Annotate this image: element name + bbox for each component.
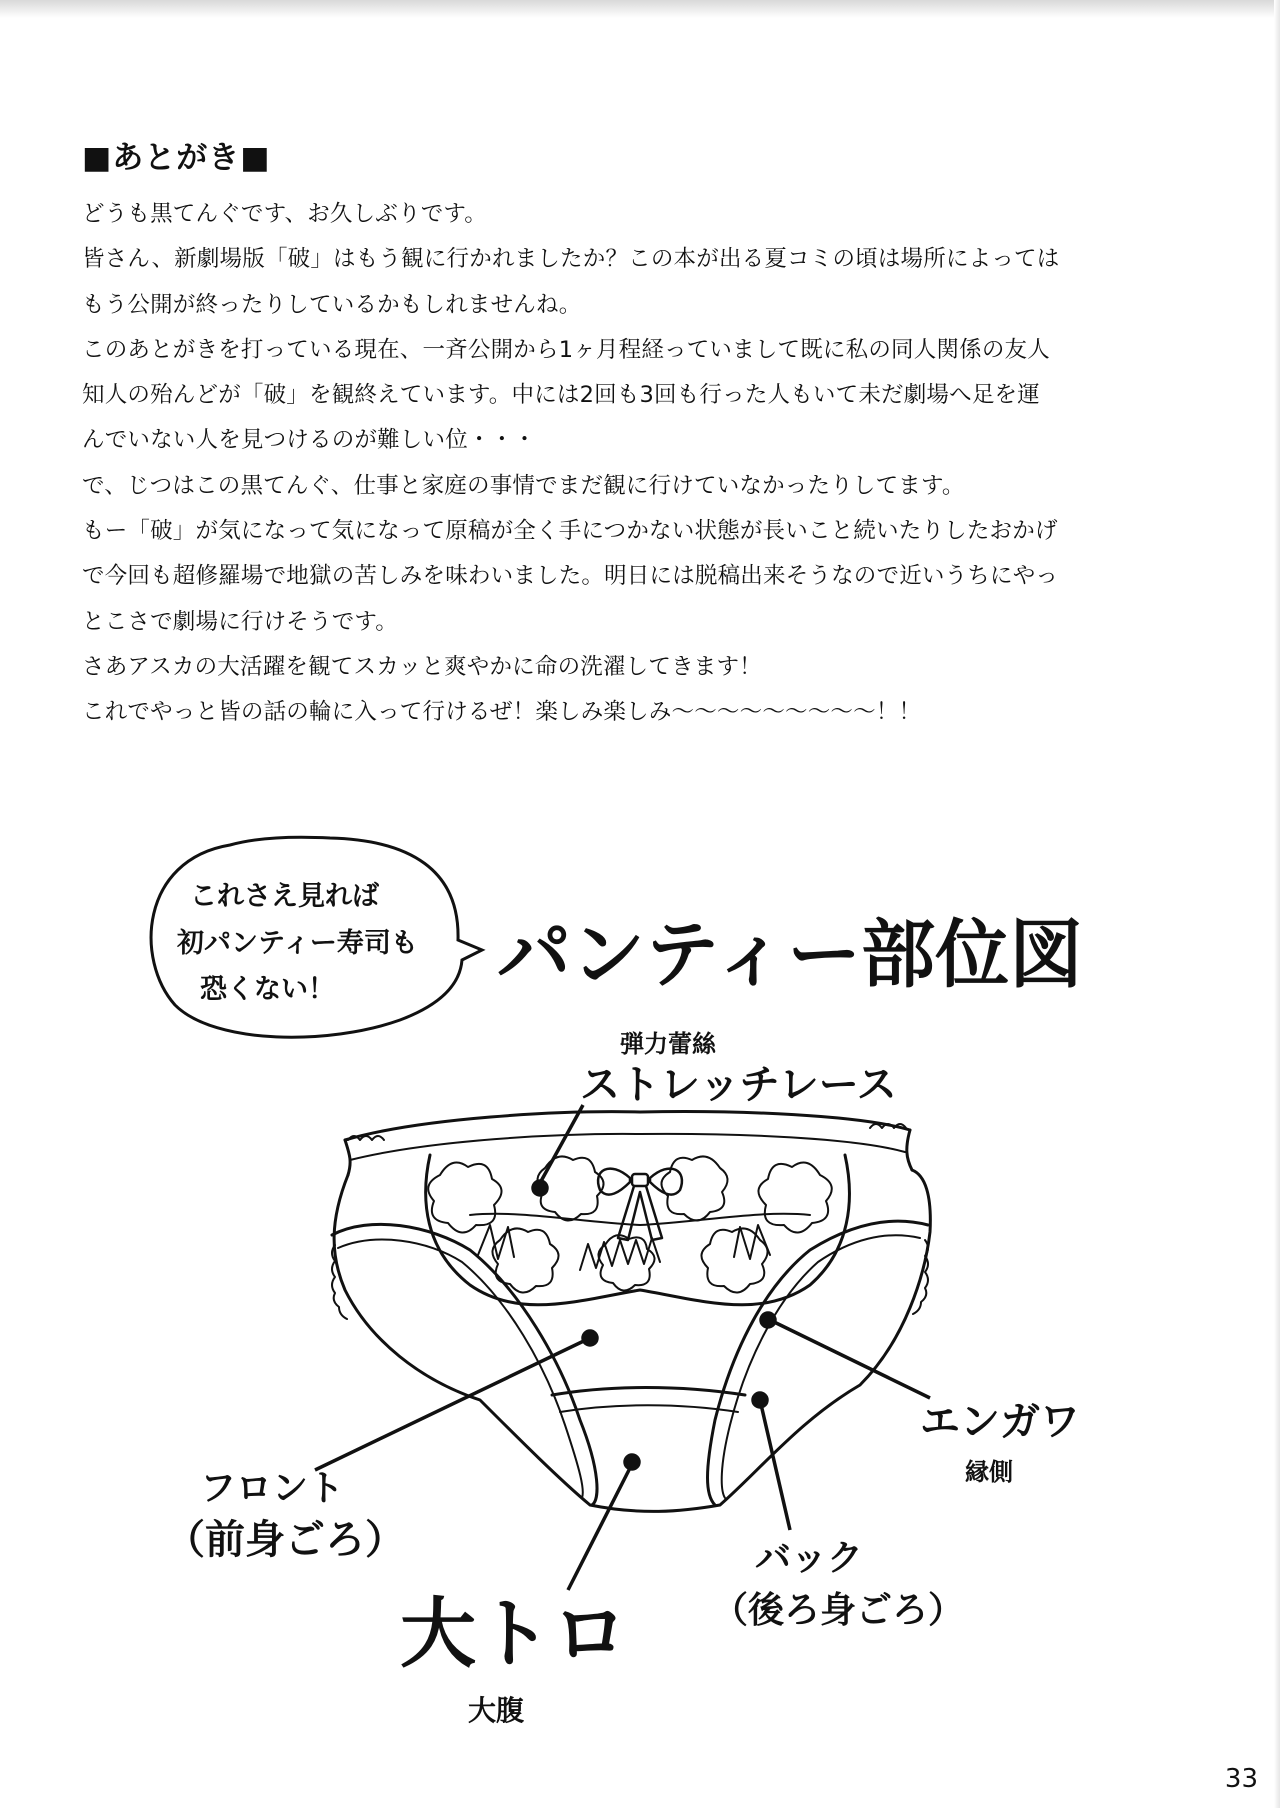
bubble-line: これさえ見れば — [190, 881, 379, 912]
label-front-sub: （前身ごろ） — [165, 1517, 405, 1563]
leg-opening-right — [708, 1221, 929, 1505]
afterword-heading: ■あとがき■ — [82, 140, 271, 176]
crotch-seam — [552, 1388, 745, 1396]
label-ootoro-kanji: 大腹 — [468, 1694, 525, 1727]
callout-lines — [315, 1105, 930, 1590]
label-back: バック — [755, 1538, 864, 1579]
speech-bubble — [151, 837, 482, 1037]
bow-icon — [598, 1169, 682, 1240]
afterword-line: で、じつはこの黒てんぐ、仕事と家庭の事情でまだ観に行けていなかったりしてます。 — [82, 472, 965, 499]
afterword-line: んでいない人を見つけるのが難しい位・・・ — [82, 427, 537, 454]
label-engawa: エンガワ — [920, 1399, 1080, 1445]
waistband-top — [345, 1112, 910, 1140]
afterword-line: このあとがきを打っている現在、一斉公開から1ヶ月程経っていまして既に私の同人関係の友人 — [82, 336, 1050, 363]
afterword-line: これでやっと皆の話の輪に入って行けるぜ！楽しみ楽しみ～～～～～～～～～！！ — [82, 699, 922, 726]
page-number: 33 — [1224, 1764, 1258, 1794]
afterword-line: どうも黒てんぐです、お久しぶりです。 — [82, 201, 488, 227]
afterword-line: もー「破」が気になって気になって原稿が全く手につかない状態が長いこと続いたりしたおかげ — [82, 518, 1058, 545]
panty-illustration — [332, 1112, 930, 1512]
leg-opening-left — [332, 1224, 597, 1505]
afterword-line: もう公開が終ったりしているかもしれませんね。 — [82, 291, 582, 318]
label-stretch-lace-kanji: 弾力蕾絲 — [620, 1030, 716, 1058]
afterword-line: 知人の殆んどが「破」を観終えています。中には2回も3回も行った人もいて未だ劇場へ足を運 — [82, 382, 1040, 409]
diagram-title: パンティー部位図 — [497, 912, 1084, 998]
label-back-sub: （後ろ身ごろ） — [712, 1590, 965, 1631]
afterword-line: とこさで劇場に行けそうです。 — [82, 608, 399, 635]
afterword-line: さあアスカの大活躍を観てスカッと爽やかに命の洗濯してきます！ — [82, 653, 762, 680]
label-stretch-lace: ストレッチレース — [580, 1062, 897, 1108]
label-front: フロント — [200, 1468, 345, 1509]
label-engawa-kanji: 縁側 — [965, 1458, 1013, 1486]
label-ootoro: 大トロ — [400, 1589, 628, 1678]
bubble-line: 恐くない！ — [200, 974, 335, 1005]
bubble-line: 初パンティー寿司も — [177, 928, 418, 959]
afterword-line: 皆さん、新劇場版「破」はもう観に行かれましたか？この本が出る夏コミの頃は場所によっては — [82, 246, 1060, 273]
lace-panel — [426, 1155, 850, 1305]
afterword-line: で今回も超修羅場で地獄の苦しみを味わいました。明日には脱稿出来そうなので近いうちにやっ — [82, 563, 1059, 590]
